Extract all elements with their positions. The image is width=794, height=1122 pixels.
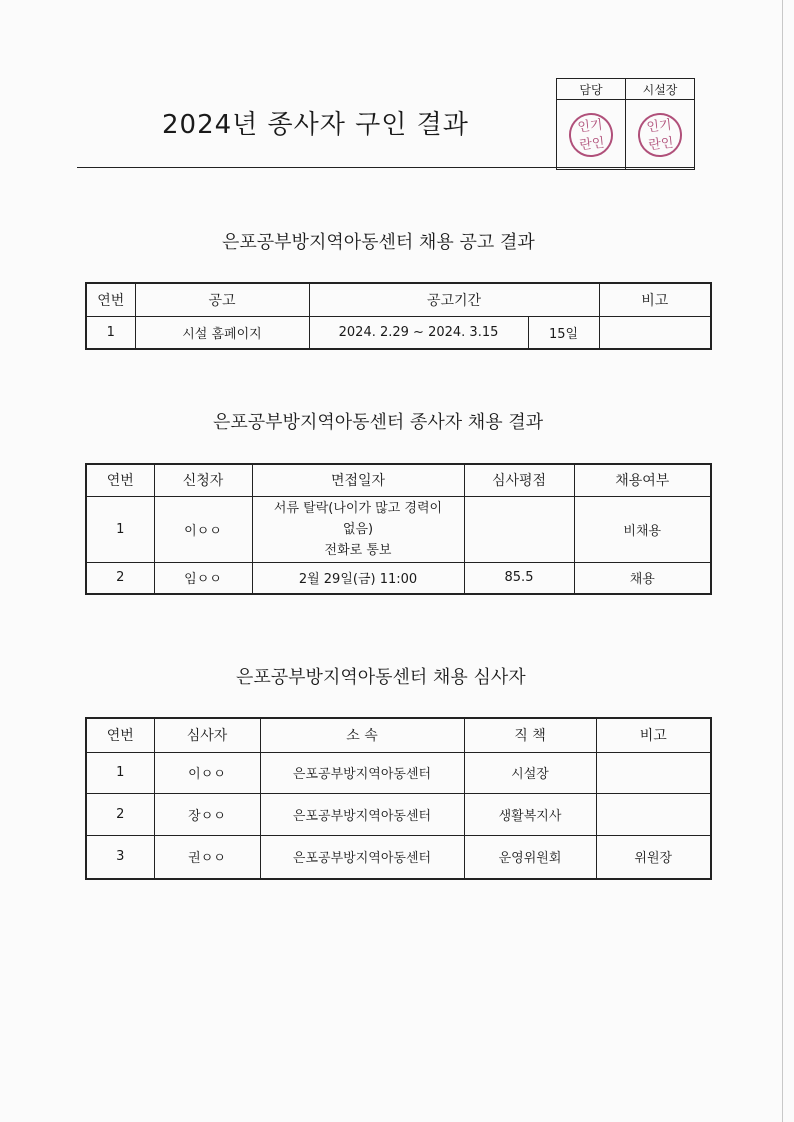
cell-result: 비채용 xyxy=(574,496,711,562)
title-divider xyxy=(77,167,695,168)
table-row xyxy=(86,752,711,793)
header-notice: 공고 xyxy=(135,283,309,316)
cell-score: 85.5 xyxy=(464,562,574,594)
table-row xyxy=(86,835,711,879)
reviewer-section-title: 은포공부방지역아동센터 채용 심사자 xyxy=(236,667,526,688)
page-edge xyxy=(782,0,783,1122)
approval-header-director: 시설장 xyxy=(626,79,695,100)
cell-reviewer: 이ㅇㅇ xyxy=(154,752,260,793)
cell-notice: 시설 홈페이지 xyxy=(135,316,309,349)
hiring-section-title: 은포공부방지역아동센터 종사자 채용 결과 xyxy=(213,412,544,433)
cell-interview: 서류 탈락(나이가 많고 경력이 없음) 전화로 통보 xyxy=(252,496,464,562)
cell-applicant: 이ㅇㅇ xyxy=(154,496,252,562)
cell-position: 시설장 xyxy=(464,752,596,793)
approval-box xyxy=(556,78,695,170)
cell-no: 3 xyxy=(86,835,154,879)
table-row xyxy=(86,562,711,594)
notice-section-title: 은포공부방지역아동센터 채용 공고 결과 xyxy=(222,232,535,253)
table-row xyxy=(86,316,711,349)
table-row xyxy=(86,496,711,562)
cell-no: 2 xyxy=(86,562,154,594)
reviewer-table xyxy=(85,717,712,880)
cell-organization: 은포공부방지역아동센터 xyxy=(260,752,464,793)
cell-days: 15일 xyxy=(528,316,599,349)
header-position: 직 책 xyxy=(464,718,596,752)
header-no: 연번 xyxy=(86,464,154,496)
header-no: 연번 xyxy=(86,283,135,316)
header-note: 비고 xyxy=(596,718,711,752)
cell-organization: 은포공부방지역아동센터 xyxy=(260,835,464,879)
cell-reviewer: 장ㅇㅇ xyxy=(154,793,260,835)
cell-reviewer: 권ㅇㅇ xyxy=(154,835,260,879)
header-no: 연번 xyxy=(86,718,154,752)
cell-period: 2024. 2.29 ~ 2024. 3.15 xyxy=(309,316,528,349)
table-row xyxy=(86,793,711,835)
cell-no: 1 xyxy=(86,316,135,349)
header-note: 비고 xyxy=(599,283,711,316)
cell-note: 위원장 xyxy=(596,835,711,879)
header-period: 공고기간 xyxy=(309,283,599,316)
hiring-table xyxy=(85,463,712,595)
cell-organization: 은포공부방지역아동센터 xyxy=(260,793,464,835)
seal-stamp: 인기 란인 xyxy=(636,110,684,158)
header-organization: 소 속 xyxy=(260,718,464,752)
cell-no: 1 xyxy=(86,496,154,562)
cell-result: 채용 xyxy=(574,562,711,594)
cell-no: 1 xyxy=(86,752,154,793)
header-interview-date: 면접일자 xyxy=(252,464,464,496)
header-applicant: 신청자 xyxy=(154,464,252,496)
approval-header-staff: 담당 xyxy=(557,79,626,100)
header-result: 채용여부 xyxy=(574,464,711,496)
cell-note xyxy=(599,316,711,349)
cell-note xyxy=(596,793,711,835)
document-title: 2024년 종사자 구인 결과 xyxy=(162,110,469,140)
cell-note xyxy=(596,752,711,793)
header-score: 심사평점 xyxy=(464,464,574,496)
cell-interview: 2월 29일(금) 11:00 xyxy=(252,562,464,594)
director-signature-cell xyxy=(626,100,695,170)
notice-table xyxy=(85,282,712,350)
cell-position: 생활복지사 xyxy=(464,793,596,835)
cell-no: 2 xyxy=(86,793,154,835)
cell-score xyxy=(464,496,574,562)
cell-position: 운영위원회 xyxy=(464,835,596,879)
staff-signature-cell xyxy=(557,100,626,170)
header-reviewer: 심사자 xyxy=(154,718,260,752)
cell-applicant: 임ㅇㅇ xyxy=(154,562,252,594)
seal-stamp: 인기 란인 xyxy=(567,110,615,158)
